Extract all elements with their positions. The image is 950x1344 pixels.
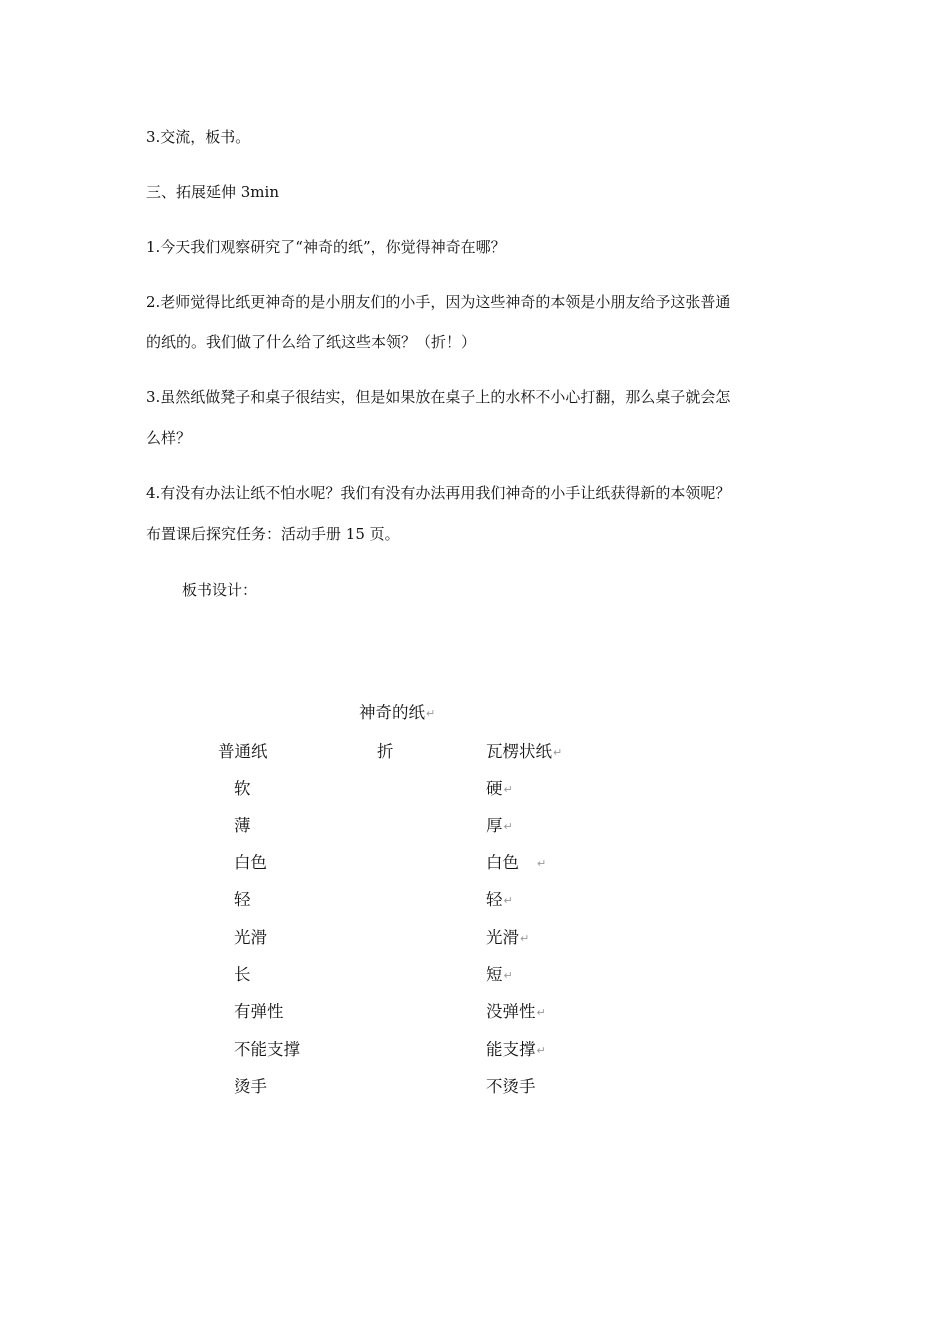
board-right-item: 短↵ <box>486 965 513 984</box>
board-middle-header: 折 <box>377 742 394 761</box>
board-left-item: 软 <box>234 779 251 798</box>
board-left-item: 有弹性 <box>234 1002 284 1021</box>
board-design-label: 板书设计： <box>182 581 258 599</box>
paragraph-question-2-line2: 的纸的。我们做了什么给了纸这些本领？（折！） <box>146 333 477 351</box>
paragraph-question-3-line1: 3.虽然纸做凳子和桌子很结实，但是如果放在桌子上的水杯不小心打翻，那么桌子就会怎 <box>146 388 731 406</box>
paragraph-question-4-line1: 4.有没有办法让纸不怕水呢？我们有没有办法再用我们神奇的小手让纸获得新的本领呢？ <box>146 484 731 502</box>
paragraph-question-3-line2: 么样？ <box>146 429 192 447</box>
board-left-item: 不能支撑 <box>234 1040 300 1059</box>
board-left-header: 普通纸 <box>218 742 268 761</box>
board-left-item: 长 <box>234 965 251 984</box>
paragraph-question-1: 1.今天我们观察研究了“神奇的纸”，你觉得神奇在哪？ <box>146 238 506 256</box>
board-left-item: 烫手 <box>234 1077 267 1096</box>
board-left-item: 光滑 <box>234 928 267 947</box>
paragraph-homework: 布置课后探究任务：活动手册 15 页。 <box>146 525 400 543</box>
board-right-header: 瓦楞状纸↵ <box>486 742 563 761</box>
board-right-item: 厚↵ <box>486 816 513 835</box>
board-right-item: 轻↵ <box>486 890 513 909</box>
board-right-item: 没弹性↵ <box>486 1002 546 1021</box>
board-left-item: 白色 <box>234 853 267 872</box>
board-right-item: 硬↵ <box>486 779 513 798</box>
board-right-item: 能支撑↵ <box>486 1040 546 1059</box>
paragraph-exchange: 3.交流，板书。 <box>146 128 251 146</box>
board-title: 神奇的纸↵ <box>359 703 436 722</box>
board-left-item: 薄 <box>234 816 251 835</box>
section-heading-extension: 三、拓展延伸 3min <box>146 183 279 201</box>
board-right-item: 光滑↵ <box>486 928 530 947</box>
board-right-item: 不烫手 <box>486 1077 536 1096</box>
paragraph-question-2-line1: 2.老师觉得比纸更神奇的是小朋友们的小手，因为这些神奇的本领是小朋友给予这张普通 <box>146 293 731 311</box>
board-left-item: 轻 <box>234 890 251 909</box>
board-right-item: 白色 ↵ <box>486 853 547 872</box>
